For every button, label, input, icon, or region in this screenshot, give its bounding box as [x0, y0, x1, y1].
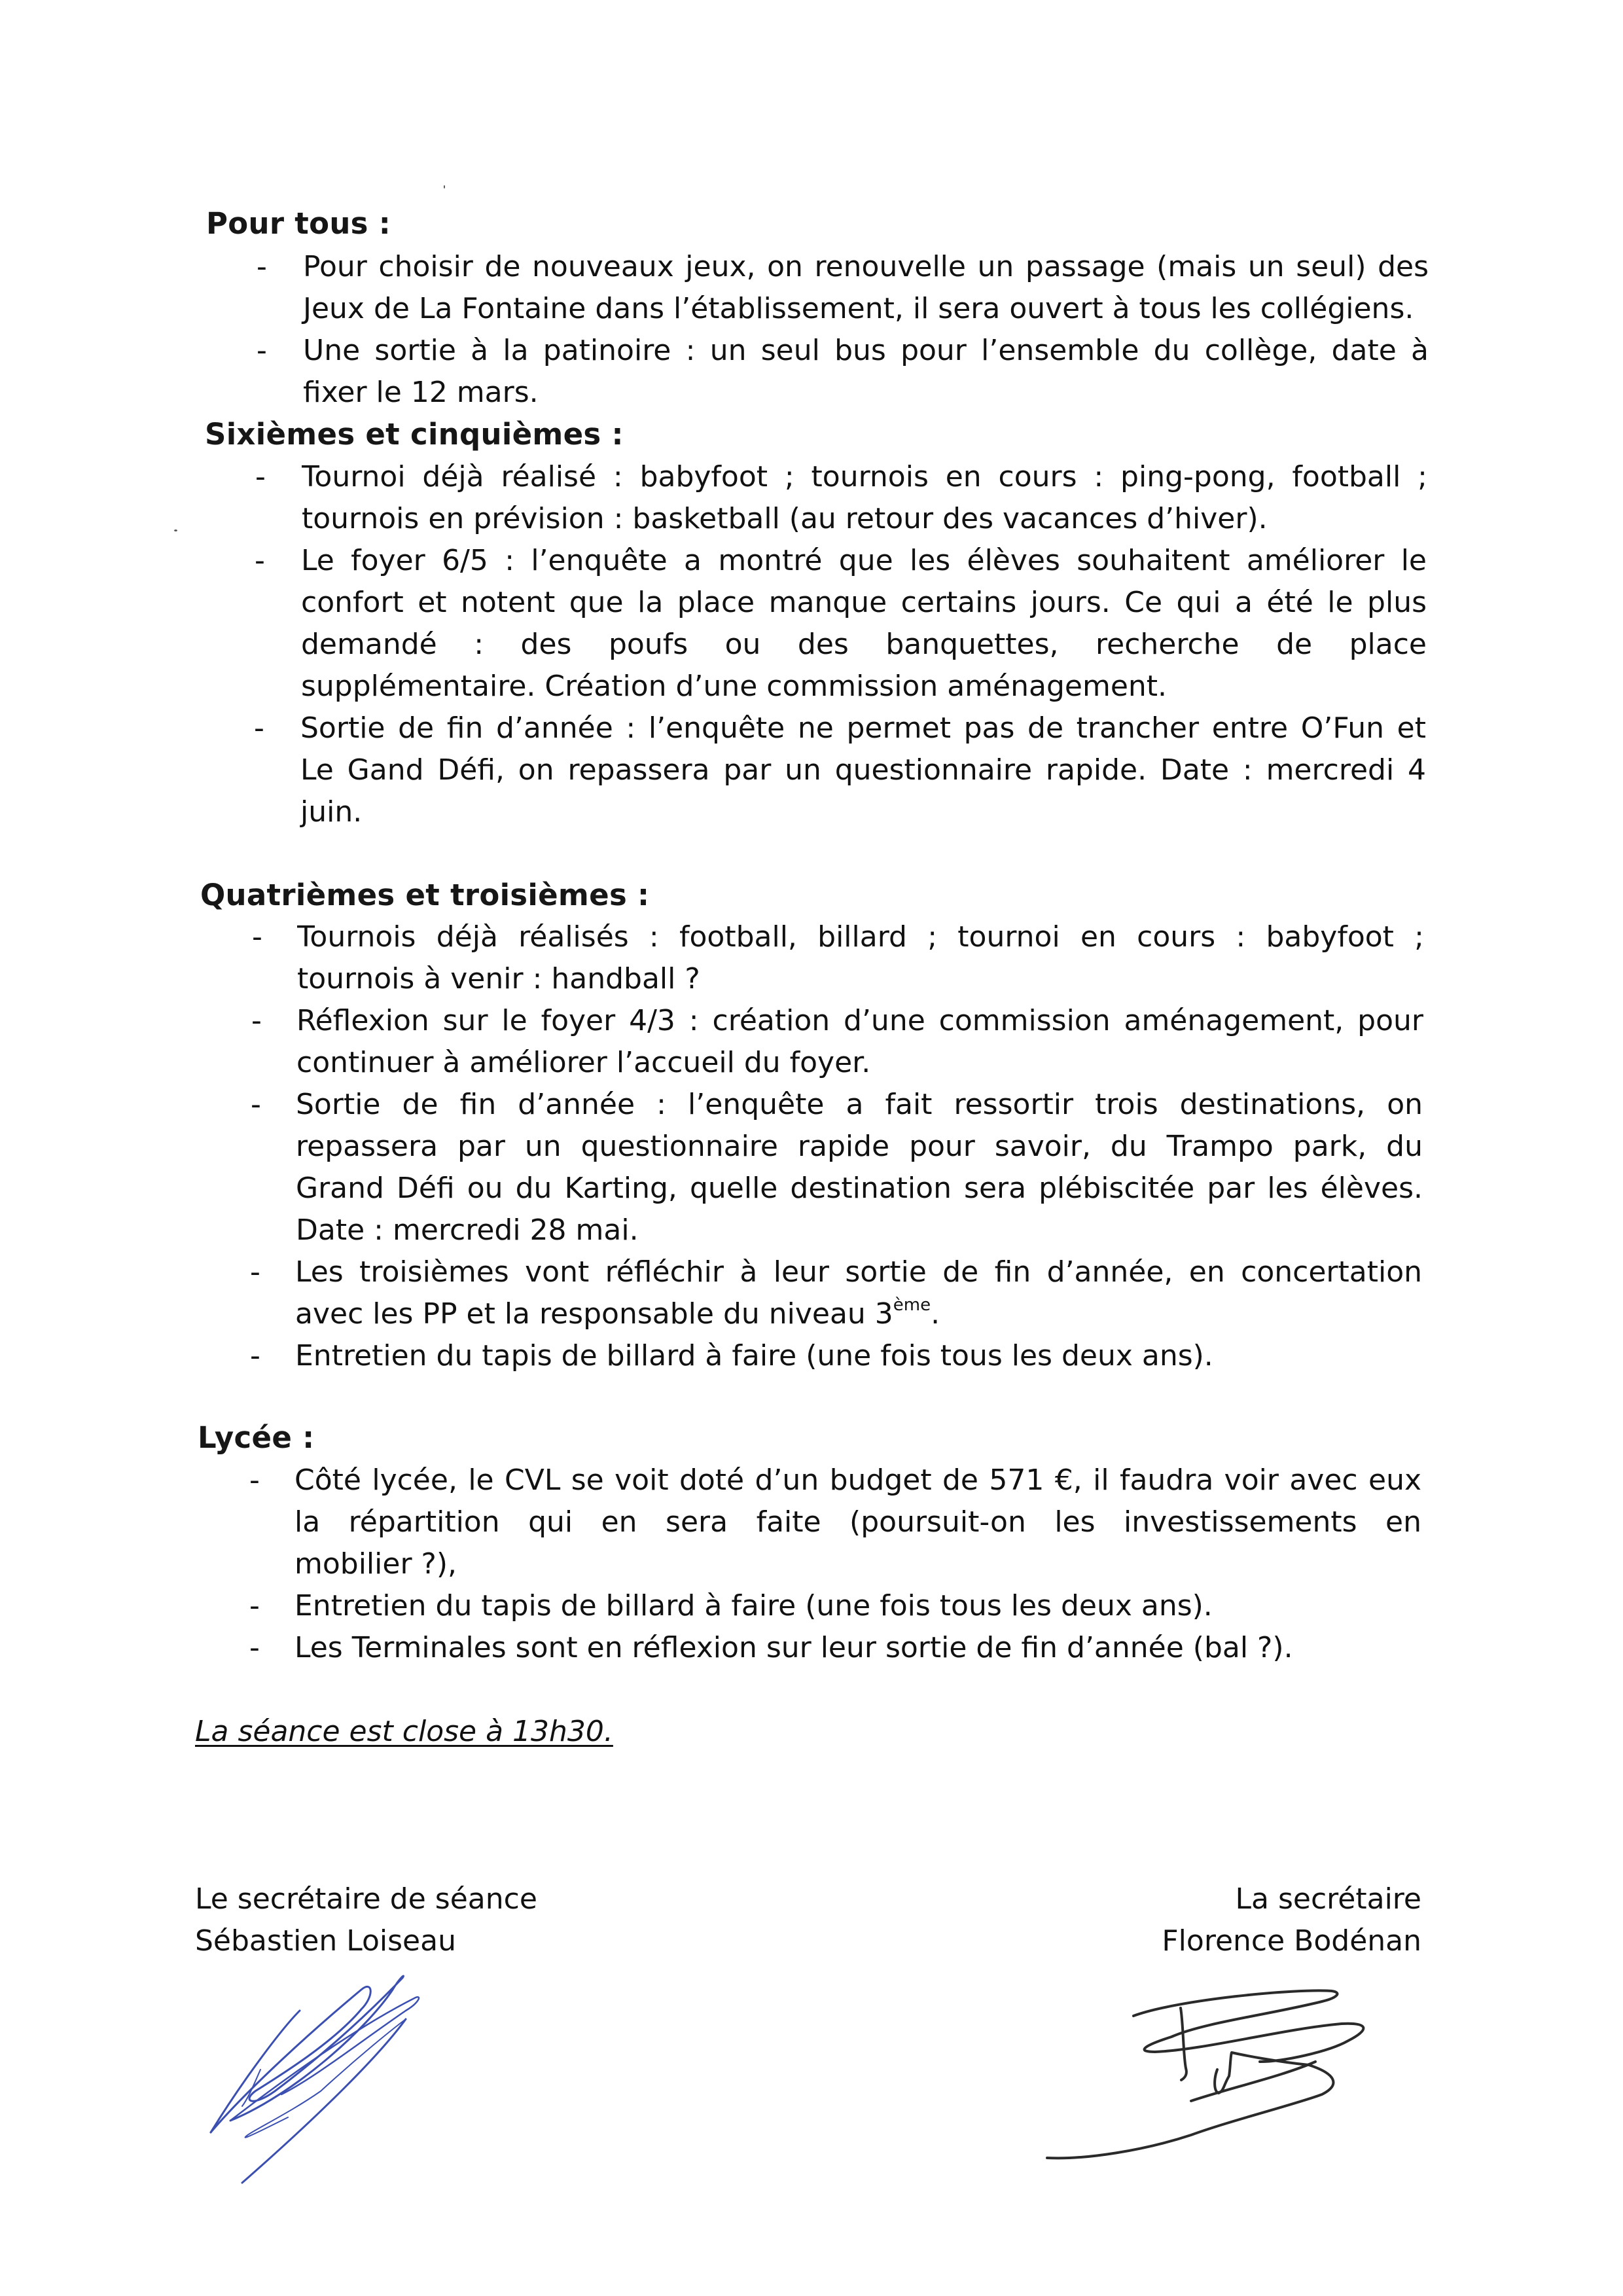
- signature-stroke: [1133, 1990, 1363, 2062]
- signature-right: [1034, 1964, 1479, 2173]
- item-line-text: avec les PP et la responsable du niveau 3: [295, 1297, 893, 1331]
- section-heading-sixiemes-cinquiemes: Sixièmes et cinquièmes :: [205, 417, 624, 452]
- item-line: mobilier ?),: [294, 1547, 457, 1581]
- closing-statement: La séance est close à 13h30.: [195, 1715, 613, 1748]
- bullet-dash: -: [249, 1463, 260, 1497]
- signature-stroke: [1181, 2008, 1186, 2080]
- list-item: [255, 456, 1427, 540]
- item-line: Une sortie à la patinoire : un seul bus pour l’ensemble du collège, date à: [303, 334, 1429, 367]
- item-line: tournois en prévision : basketball (au retour des vacances d’hiver).: [302, 502, 1268, 535]
- signatory-right-role: La secrétaire: [1235, 1882, 1421, 1916]
- ordinal-superscript: ème: [893, 1295, 931, 1316]
- signature-left: [190, 1957, 452, 2199]
- item-line: Grand Défi ou du Karting, quelle destination sera plébiscitée par les élèves.: [296, 1172, 1423, 1205]
- signature-stroke: [1191, 2062, 1315, 2101]
- bullet-dash: -: [252, 920, 262, 954]
- list-item: [250, 1335, 1422, 1377]
- list-item: [250, 1251, 1422, 1335]
- item-line: Les troisièmes vont réfléchir à leur sortie de fin d’année, en concertation: [295, 1255, 1422, 1289]
- item-line: confort et notent que la place manque certains jours. Ce qui a été le plus: [301, 586, 1427, 619]
- list-item: [257, 246, 1429, 330]
- signature-right-strokes: [1047, 1990, 1363, 2158]
- item-line: juin.: [300, 795, 363, 829]
- item-line: fixer le 12 mars.: [303, 376, 539, 409]
- item-line: continuer à améliorer l’accueil du foyer.: [296, 1046, 871, 1079]
- list-item: [249, 1585, 1421, 1627]
- bullet-dash: -: [251, 1004, 262, 1037]
- list-item: [257, 330, 1429, 414]
- bullet-dash: -: [257, 250, 267, 283]
- bullet-dash: -: [257, 334, 267, 367]
- bullet-dash: -: [255, 544, 265, 577]
- list-item: [251, 1000, 1423, 1084]
- item-line: [295, 1293, 1422, 1335]
- signature-stroke: [211, 1976, 404, 2132]
- item-line: tournois à venir : handball ?: [297, 962, 700, 996]
- section-heading-pour-tous: Pour tous :: [206, 206, 391, 241]
- item-line: Sortie de fin d’année : l’enquête a fait ressortir trois destinations, on: [296, 1088, 1423, 1121]
- item-line: Pour choisir de nouveaux jeux, on renouvelle un passage (mais un seul) des: [303, 250, 1429, 283]
- scan-speck: [444, 185, 445, 188]
- bullet-dash: -: [255, 460, 266, 493]
- bullet-dash: -: [254, 711, 264, 745]
- list-item: [255, 540, 1427, 708]
- section-heading-quatriemes-troisiemes: Quatrièmes et troisièmes :: [200, 878, 650, 912]
- section-heading-lycee: Lycée :: [198, 1420, 315, 1455]
- signatory-right-name: Florence Bodénan: [1162, 1924, 1421, 1958]
- item-line: Date : mercredi 28 mai.: [296, 1213, 639, 1247]
- signatory-left-name: Sébastien Loiseau: [195, 1924, 456, 1958]
- item-line: la répartition qui en sera faite (poursuit-on les investissements en: [294, 1505, 1421, 1539]
- signature-stroke: [230, 1997, 419, 2121]
- item-line: Le Gand Défi, on repassera par un questionnaire rapide. Date : mercredi 4: [300, 753, 1426, 787]
- item-line: Tournois déjà réalisés : football, billard ; tournoi en cours : babyfoot ;: [297, 920, 1424, 954]
- bullet-dash: -: [249, 1631, 260, 1664]
- bullet-dash: -: [249, 1589, 260, 1623]
- list-item: [249, 1627, 1421, 1669]
- item-line: Le foyer 6/5 : l’enquête a montré que les élèves souhaitent améliorer le: [301, 544, 1427, 577]
- item-line: Réflexion sur le foyer 4/3 : création d’une commission aménagement, pour: [296, 1004, 1423, 1037]
- signature-stroke: [1047, 2053, 1333, 2158]
- item-line: Sortie de fin d’année : l’enquête ne permet pas de trancher entre O’Fun et: [300, 711, 1426, 745]
- signature-stroke: [245, 2019, 406, 2138]
- item-line: Côté lycée, le CVL se voit doté d’un budget de 571 €, il faudra voir avec eux: [294, 1463, 1421, 1497]
- bullet-dash: -: [251, 1088, 261, 1121]
- item-line: repassera par un questionnaire rapide pour savoir, du Trampo park, du: [296, 1130, 1423, 1163]
- list-item: [254, 708, 1426, 833]
- item-line-tail: .: [931, 1297, 940, 1331]
- scan-speck: [174, 529, 177, 531]
- bullet-dash: -: [250, 1255, 260, 1289]
- item-line: supplémentaire. Création d’une commission aménagement.: [301, 670, 1168, 703]
- item-line: Jeux de La Fontaine dans l’établissement, il sera ouvert à tous les collégiens.: [303, 292, 1414, 325]
- item-line: Tournoi déjà réalisé : babyfoot ; tournois en cours : ping-pong, football ;: [302, 460, 1427, 493]
- signature-left-strokes: [211, 1976, 419, 2183]
- item-line: Entretien du tapis de billard à faire (une fois tous les deux ans).: [294, 1589, 1213, 1623]
- list-item: [251, 1084, 1423, 1251]
- bullet-dash: -: [250, 1339, 260, 1372]
- item-line: Entretien du tapis de billard à faire (une fois tous les deux ans).: [295, 1339, 1213, 1372]
- item-line: demandé : des poufs ou des banquettes, recherche de place: [301, 628, 1427, 661]
- list-item: [252, 916, 1424, 1000]
- list-item: [249, 1460, 1421, 1585]
- item-line: Les Terminales sont en réflexion sur leur sortie de fin d’année (bal ?).: [294, 1631, 1293, 1664]
- signatory-left-role: Le secrétaire de séance: [195, 1882, 537, 1916]
